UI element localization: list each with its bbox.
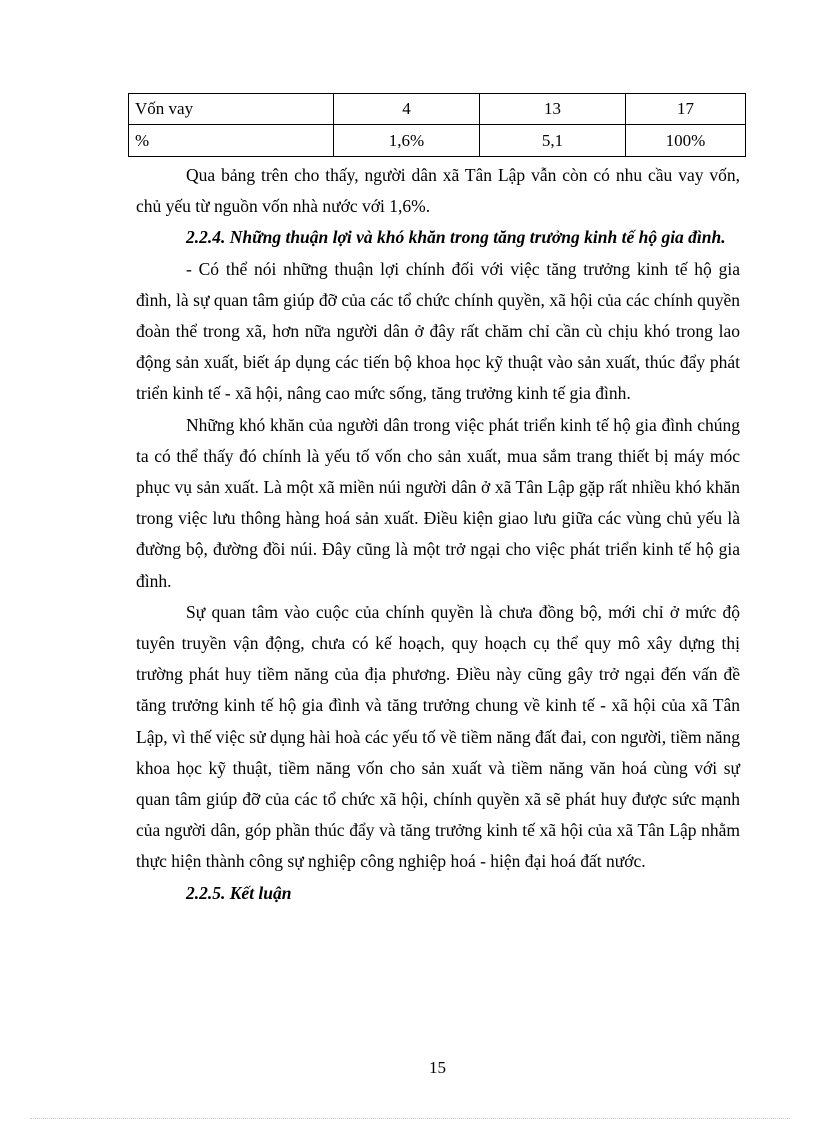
paragraph: Sự quan tâm vào cuộc của chính quyền là chưa đồng bộ, mới chỉ ở mức độ tuyên truyền vận động, chưa có kế hoạch, quy hoạch cụ thể quy mô xây dựng thị trường phát huy tiềm năng của địa phương. Điều này cũng gây trở ngại đến vấn đề tăng trưởng kinh tế hộ gia đình và tăng trưởng chung về kinh tế - xã hội của xã Tân Lập, vì thế việc sử dụng hài hoà các yếu tố về tiềm năng đất đai, con người, tiềm năng khoa học kỹ thuật, tiềm năng vốn cho sản xuất và tiềm năng văn hoá cùng với sự quan tâm giúp đỡ của các tổ chức xã hội, chính quyền xã sẽ phát huy được sức mạnh của người dân, góp phần thúc đẩy và tăng trưởng kinh tế xã hội của xã Tân Lập nhằm thực hiện thành công sự nghiệp công nghiệp hoá - hiện đại hoá đất nước. <box>136 601 740 872</box>
table-row <box>129 94 746 125</box>
table-cell: % <box>129 125 334 157</box>
table-row <box>129 125 746 157</box>
table-cell: 13 <box>480 94 626 125</box>
table-cell: 1,6% <box>334 125 480 157</box>
table-cell: 4 <box>334 94 480 125</box>
section-heading: 2.2.5. Kết luận <box>186 882 292 903</box>
loan-table <box>128 93 746 157</box>
paragraph: Qua bảng trên cho thấy, người dân xã Tân Lập vẫn còn có nhu cầu vay vốn, chủ yếu từ nguồn vốn nhà nước với 1,6%. <box>136 165 740 217</box>
table-cell: 100% <box>626 125 746 157</box>
body-text <box>136 160 740 909</box>
paragraph: Những khó khăn của người dân trong việc phát triển kinh tế hộ gia đình chúng ta có thể thấy đó chính là yếu tố vốn cho sản xuất, mua sắm trang thiết bị máy móc phục vụ sản xuất. Là một xã miền núi người dân ở xã Tân Lập gặp rất nhiều khó khăn trong việc lưu thông hàng hoá sản xuất. Điều kiện giao lưu giữa các vùng chủ yếu là đường bộ, đường đồi núi. Đây cũng là một trở ngại cho việc phát triển kinh tế hộ gia đình. <box>136 414 740 591</box>
table-cell: 5,1 <box>480 125 626 157</box>
section-heading: 2.2.4. Những thuận lợi và khó khăn trong tăng trưởng kinh tế hộ gia đình. <box>186 227 726 248</box>
paragraph: - Có thể nói những thuận lợi chính đối với việc tăng trưởng kinh tế hộ gia đình, là sự quan tâm giúp đỡ của các tổ chức chính quyền, xã hội của các chính quyền đoàn thể trong xã, hơn nữa người dân ở đây rất chăm chỉ cần cù chịu khó trong lao động sản xuất, biết áp dụng các tiến bộ khoa học kỹ thuật vào sản xuất, thúc đẩy phát triển kinh tế - xã hội, nâng cao mức sống, tăng trưởng kinh tế gia đình. <box>136 258 740 404</box>
page-divider <box>30 1118 790 1119</box>
table-cell: Vốn vay <box>129 94 334 125</box>
page-number: 15 <box>429 1058 446 1077</box>
table-cell: 17 <box>626 94 746 125</box>
